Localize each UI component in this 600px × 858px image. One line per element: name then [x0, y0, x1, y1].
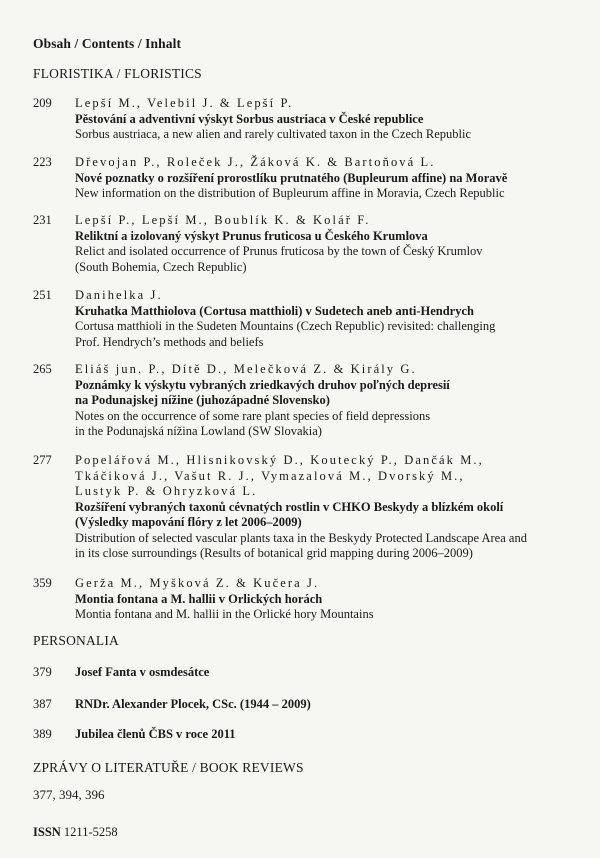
entry-body [75, 576, 575, 623]
section-title-personalia: PERSONALIA [33, 633, 120, 648]
entry-authors: Eliáš jun. P., Dítě D., Melečková Z. & Király G. [75, 362, 417, 376]
entry-title-english: Prof. Hendrych’s methods and beliefs [75, 334, 264, 349]
entry-page-number: 379 [33, 665, 52, 679]
entry-title-english: in the Podunajská nížina Lowland (SW Slovakia) [75, 424, 322, 438]
entry-page-number: 231 [33, 213, 52, 227]
entry-title-czech: RNDr. Alexander Plocek, CSc. (1944 – 2009) [75, 697, 311, 711]
issn-line [33, 825, 118, 840]
entry-title-english: Distribution of selected vascular plants taxa in the Beskydy Protected Landscape Area and [75, 530, 527, 545]
entry-page-number: 223 [33, 155, 52, 169]
entry-title-english: (South Bohemia, Czech Republic) [75, 259, 247, 274]
entry-title-czech: Jubilea členů ČBS v roce 2011 [75, 727, 236, 741]
entry-title-english: Sorbus austriaca, a new alien and rarely cultivated taxon in the Czech Republic [75, 127, 472, 141]
entry-page-number: 251 [33, 288, 52, 302]
entry-title-czech: Montia fontana a M. hallii v Orlických horách [75, 591, 323, 606]
entry-title-czech: Poznámky k výskytu vybraných zriedkavých druhov poľných depresií [75, 377, 450, 392]
entry-authors: Dřevojan P., Roleček J., Žáková K. & Bartoňová L. [75, 155, 436, 169]
entry-page-number: 209 [33, 96, 52, 110]
entry-body [75, 453, 575, 562]
entry-title-english: Cortusa matthioli in the Sudeten Mountains (Czech Republic) revisited: challenging [75, 319, 496, 333]
contents-heading: Obsah / Contents / Inhalt [33, 36, 182, 51]
toc-entry-personalia [33, 665, 209, 680]
toc-entry-personalia [33, 697, 311, 712]
entry-authors: Lepší M., Velebil J. & Lepší P. [75, 96, 294, 110]
entry-page-number: 359 [33, 576, 52, 590]
entry-title-english: in its close surroundings (Results of botanical grid mapping during 2006–2009) [75, 546, 473, 560]
entry-body [75, 155, 575, 202]
entry-title-czech: na Podunajskej nížine (juhozápadné Slovensko) [75, 393, 330, 407]
entry-page-number: 387 [33, 697, 52, 711]
entry-title-czech: Josef Fanta v osmdesátce [75, 665, 210, 679]
entry-body [75, 288, 575, 350]
entry-body [75, 213, 575, 275]
entry-authors: Gerža M., Myšková Z. & Kučera J. [75, 576, 320, 590]
entry-authors: Danihelka J. [75, 288, 163, 302]
entry-page-number: 389 [33, 727, 52, 741]
entry-title-czech: Pěstování a adventivní výskyt Sorbus austriaca v České republice [75, 111, 424, 126]
section-title-book-reviews: ZPRÁVY O LITERATUŘE / BOOK REVIEWS [33, 760, 304, 775]
entry-title-czech: Reliktní a izolovaný výskyt Prunus fruticosa u Českého Krumlova [75, 228, 428, 243]
entry-body [75, 362, 575, 440]
entry-page-number: 277 [33, 453, 52, 467]
entry-title-english: Notes on the occurrence of some rare plant species of field depressions [75, 408, 431, 423]
entry-title-english: Relict and isolated occurrence of Prunus fruticosa by the town of Český Krumlov [75, 244, 483, 258]
entry-authors: Tkáčiková J., Vašut R. J., Vymazalová M., Dvorský M., [75, 468, 465, 483]
section-title-floristics: FLORISTIKA / FLORISTICS [33, 66, 202, 81]
issn-value: 1211-5258 [63, 825, 118, 839]
entry-title-english: Montia fontana and M. hallii in the Orlické hory Mountains [75, 607, 374, 621]
entry-body [75, 96, 575, 143]
entry-authors: Popelářová M., Hlisnikovský D., Koutecký P., Dančák M., [75, 453, 484, 467]
entry-title-czech: (Výsledky mapování flóry z let 2006–2009) [75, 515, 302, 529]
entry-page-number: 265 [33, 362, 52, 376]
issn-label: ISSN [33, 825, 61, 839]
entry-authors: Lustyk P. & Ohryzková L. [75, 484, 258, 498]
entry-title-english: New information on the distribution of Bupleurum affine in Moravia, Czech Republic [75, 186, 505, 200]
entry-title-czech: Rozšíření vybraných taxonů cévnatých rostlin v CHKO Beskydy a blízkém okolí [75, 499, 504, 514]
book-reviews-pages: 377, 394, 396 [33, 787, 105, 802]
entry-authors: Lepší P., Lepší M., Boublík K. & Kolář F. [75, 213, 371, 227]
entry-title-czech: Nové poznatky o rozšíření prorostlíku prutnatého (Bupleurum affine) na Moravě [75, 170, 508, 185]
toc-entry-personalia [33, 727, 236, 742]
entry-title-czech: Kruhatka Matthiolova (Cortusa matthioli) v Sudetech aneb anti-Hendrych [75, 303, 474, 318]
